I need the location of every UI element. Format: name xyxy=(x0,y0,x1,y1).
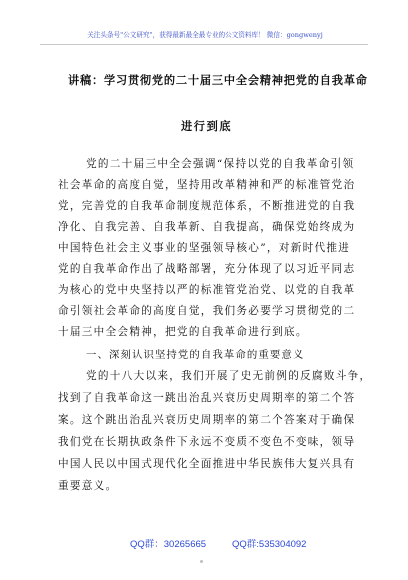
section-heading: 一、深刻认识坚持党的自我革命的重要意义 xyxy=(86,349,305,361)
document-title-line-2: 进行到底 xyxy=(181,120,233,133)
body-line: 十届三中全会精神，把党的自我革命进行到底。 xyxy=(58,326,308,338)
body-line: 我们党在长期执政条件下永远不变质不变色不变味，领导 xyxy=(58,436,356,448)
page-marker xyxy=(200,560,203,563)
body-line: 净化、自我完善、自我革新、自我提高，确保党始终成为 xyxy=(58,221,356,233)
body-line: 中国特色社会主义事业的坚强领导核心”，对新时代推进 xyxy=(58,242,351,254)
body-line: 为核心的党中央坚持以严的标准管党治党、以党的自我革 xyxy=(58,284,356,296)
body-line: 社会革命的高度自觉，坚持用改革精神和严的标准管党治 xyxy=(58,179,356,191)
footer-qq-group-1[interactable]: QQ群：30265665 xyxy=(130,539,207,550)
body-line: 命引领社会革命的高度自觉，我们务必要学习贯彻党的二 xyxy=(58,305,356,317)
footer-qq-group-2[interactable]: QQ群:535304092 xyxy=(232,539,307,550)
body-line: 重要意义。 xyxy=(58,480,118,492)
body-line: 党的自我革命作出了战略部署，充分体现了以习近平同志 xyxy=(58,263,356,275)
document-title-line-1: 讲稿：学习贯彻党的二十届三中全会精神把党的自我革命 xyxy=(68,74,368,87)
body-line: 找到了自我革命这一跳出治乱兴衰历史周期率的第二个答 xyxy=(58,392,356,404)
body-line: 中国人民以中国式现代化全面推进中华民族伟大复兴具有 xyxy=(58,458,356,470)
header-divider xyxy=(40,44,368,45)
body-line: 案。这个跳出治乱兴衰历史周期率的第二个答案对于确保 xyxy=(58,414,356,426)
body-line: 党，完善党的自我革命制度规范体系，不断推进党的自我 xyxy=(58,200,356,212)
header-banner: 关注头条号"公文研究"，获得最新最全最专业的公文资料库！ 微信：gongwenyj xyxy=(87,31,323,39)
body-line: 党的十八大以来，我们开展了史无前例的反腐败斗争， xyxy=(86,370,372,382)
body-line: 党的二十届三中全会强调“保持以党的自我革命引领 xyxy=(86,158,355,170)
